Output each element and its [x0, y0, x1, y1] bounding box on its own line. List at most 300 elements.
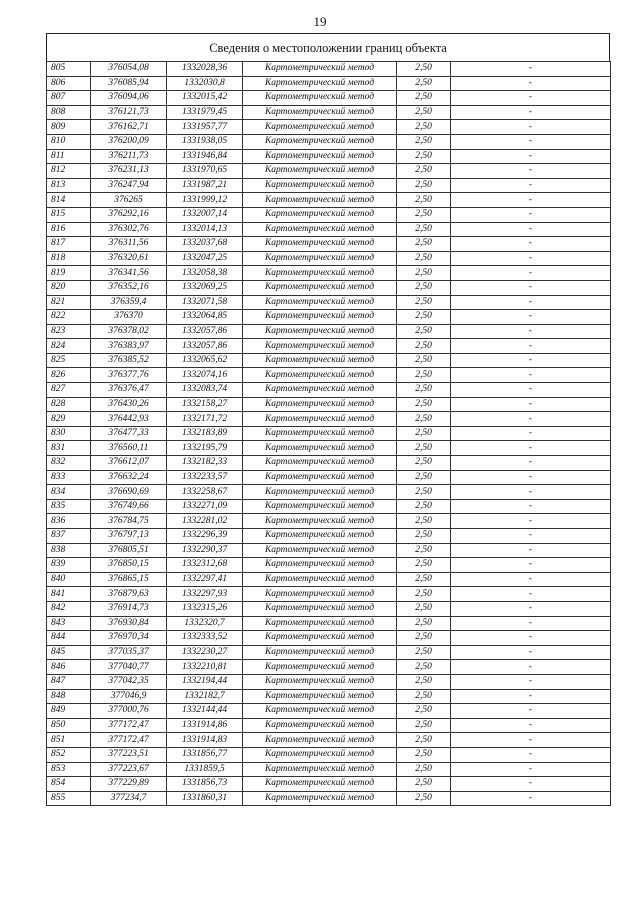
- description-cell: -: [451, 791, 611, 806]
- x-coordinate-cell: 376320,61: [91, 251, 167, 266]
- x-coordinate-cell: 376231,13: [91, 164, 167, 179]
- accuracy-cell: 2,50: [397, 237, 451, 252]
- point-number-cell: 806: [47, 76, 91, 91]
- accuracy-cell: 2,50: [397, 704, 451, 719]
- description-cell: -: [451, 193, 611, 208]
- description-cell: -: [451, 718, 611, 733]
- method-cell: Картометрический метод: [243, 266, 397, 281]
- description-cell: -: [451, 339, 611, 354]
- description-cell: -: [451, 368, 611, 383]
- accuracy-cell: 2,50: [397, 718, 451, 733]
- y-coordinate-cell: 1332057,86: [167, 324, 243, 339]
- y-coordinate-cell: 1332030,8: [167, 76, 243, 91]
- method-cell: Картометрический метод: [243, 689, 397, 704]
- point-number-cell: 819: [47, 266, 91, 281]
- table-row: [47, 164, 611, 179]
- point-number-cell: 854: [47, 777, 91, 792]
- x-coordinate-cell: 376200,09: [91, 134, 167, 149]
- point-number-cell: 824: [47, 339, 91, 354]
- description-cell: -: [451, 529, 611, 544]
- accuracy-cell: 2,50: [397, 164, 451, 179]
- table-row: [47, 237, 611, 252]
- accuracy-cell: 2,50: [397, 412, 451, 427]
- y-coordinate-cell: 1332194,44: [167, 674, 243, 689]
- x-coordinate-cell: 376162,71: [91, 120, 167, 135]
- description-cell: -: [451, 383, 611, 398]
- method-cell: Картометрический метод: [243, 456, 397, 471]
- accuracy-cell: 2,50: [397, 383, 451, 398]
- method-cell: Картометрический метод: [243, 324, 397, 339]
- accuracy-cell: 2,50: [397, 295, 451, 310]
- y-coordinate-cell: 1332071,58: [167, 295, 243, 310]
- method-cell: Картометрический метод: [243, 733, 397, 748]
- point-number-cell: 821: [47, 295, 91, 310]
- y-coordinate-cell: 1331946,84: [167, 149, 243, 164]
- method-cell: Картометрический метод: [243, 76, 397, 91]
- method-cell: Картометрический метод: [243, 383, 397, 398]
- description-cell: -: [451, 412, 611, 427]
- description-cell: -: [451, 558, 611, 573]
- accuracy-cell: 2,50: [397, 134, 451, 149]
- accuracy-cell: 2,50: [397, 339, 451, 354]
- x-coordinate-cell: 376370: [91, 310, 167, 325]
- accuracy-cell: 2,50: [397, 105, 451, 120]
- y-coordinate-cell: 1332230,27: [167, 645, 243, 660]
- description-cell: -: [451, 543, 611, 558]
- description-cell: -: [451, 149, 611, 164]
- y-coordinate-cell: 1332297,41: [167, 572, 243, 587]
- accuracy-cell: 2,50: [397, 456, 451, 471]
- point-number-cell: 848: [47, 689, 91, 704]
- x-coordinate-cell: 376914,73: [91, 601, 167, 616]
- table-row: [47, 543, 611, 558]
- y-coordinate-cell: 1332182,33: [167, 456, 243, 471]
- description-cell: -: [451, 222, 611, 237]
- table-title: Сведения о местоположении границ объекта: [46, 33, 610, 61]
- description-cell: -: [451, 76, 611, 91]
- accuracy-cell: 2,50: [397, 353, 451, 368]
- table-row: [47, 718, 611, 733]
- method-cell: Картометрический метод: [243, 222, 397, 237]
- description-cell: -: [451, 353, 611, 368]
- table-row: [47, 368, 611, 383]
- accuracy-cell: 2,50: [397, 470, 451, 485]
- description-cell: -: [451, 485, 611, 500]
- accuracy-cell: 2,50: [397, 499, 451, 514]
- y-coordinate-cell: 1331979,45: [167, 105, 243, 120]
- method-cell: Картометрический метод: [243, 441, 397, 456]
- table-row: [47, 76, 611, 91]
- description-cell: -: [451, 704, 611, 719]
- description-cell: -: [451, 295, 611, 310]
- accuracy-cell: 2,50: [397, 791, 451, 806]
- y-coordinate-cell: 1332258,67: [167, 485, 243, 500]
- point-number-cell: 828: [47, 397, 91, 412]
- description-cell: -: [451, 747, 611, 762]
- method-cell: Картометрический метод: [243, 149, 397, 164]
- accuracy-cell: 2,50: [397, 543, 451, 558]
- x-coordinate-cell: 376442,93: [91, 412, 167, 427]
- accuracy-cell: 2,50: [397, 193, 451, 208]
- x-coordinate-cell: 376352,16: [91, 280, 167, 295]
- y-coordinate-cell: 1331914,83: [167, 733, 243, 748]
- y-coordinate-cell: 1331957,77: [167, 120, 243, 135]
- x-coordinate-cell: 377234,7: [91, 791, 167, 806]
- x-coordinate-cell: 376359,4: [91, 295, 167, 310]
- y-coordinate-cell: 1332158,27: [167, 397, 243, 412]
- x-coordinate-cell: 377229,89: [91, 777, 167, 792]
- description-cell: -: [451, 266, 611, 281]
- x-coordinate-cell: 376632,24: [91, 470, 167, 485]
- table-row: [47, 791, 611, 806]
- point-number-cell: 814: [47, 193, 91, 208]
- table-row: [47, 470, 611, 485]
- y-coordinate-cell: 1332037,68: [167, 237, 243, 252]
- table-row: [47, 353, 611, 368]
- method-cell: Картометрический метод: [243, 587, 397, 602]
- accuracy-cell: 2,50: [397, 149, 451, 164]
- x-coordinate-cell: 376784,75: [91, 514, 167, 529]
- table-row: [47, 91, 611, 106]
- description-cell: -: [451, 105, 611, 120]
- x-coordinate-cell: 376612,07: [91, 456, 167, 471]
- method-cell: Картометрический метод: [243, 207, 397, 222]
- x-coordinate-cell: 377046,9: [91, 689, 167, 704]
- description-cell: -: [451, 587, 611, 602]
- method-cell: Картометрический метод: [243, 645, 397, 660]
- accuracy-cell: 2,50: [397, 558, 451, 573]
- table-row: [47, 689, 611, 704]
- description-cell: -: [451, 572, 611, 587]
- y-coordinate-cell: 1332064,85: [167, 310, 243, 325]
- page-number: 19: [313, 14, 327, 29]
- method-cell: Картометрический метод: [243, 718, 397, 733]
- table-row: [47, 514, 611, 529]
- coordinates-table-body: [47, 62, 611, 806]
- y-coordinate-cell: 1331856,73: [167, 777, 243, 792]
- x-coordinate-cell: 376377,76: [91, 368, 167, 383]
- accuracy-cell: 2,50: [397, 485, 451, 500]
- description-cell: -: [451, 324, 611, 339]
- accuracy-cell: 2,50: [397, 587, 451, 602]
- x-coordinate-cell: 376085,94: [91, 76, 167, 91]
- method-cell: Картометрический метод: [243, 660, 397, 675]
- table-row: [47, 529, 611, 544]
- y-coordinate-cell: 1332296,39: [167, 529, 243, 544]
- accuracy-cell: 2,50: [397, 76, 451, 91]
- description-cell: -: [451, 499, 611, 514]
- table-row: [47, 222, 611, 237]
- x-coordinate-cell: 377035,37: [91, 645, 167, 660]
- y-coordinate-cell: 1331914,86: [167, 718, 243, 733]
- point-number-cell: 820: [47, 280, 91, 295]
- x-coordinate-cell: 376749,66: [91, 499, 167, 514]
- table-row: [47, 251, 611, 266]
- x-coordinate-cell: 377000,76: [91, 704, 167, 719]
- x-coordinate-cell: 376376,47: [91, 383, 167, 398]
- description-cell: -: [451, 470, 611, 485]
- point-number-cell: 851: [47, 733, 91, 748]
- method-cell: Картометрический метод: [243, 310, 397, 325]
- description-cell: -: [451, 601, 611, 616]
- y-coordinate-cell: 1332183,89: [167, 426, 243, 441]
- description-cell: -: [451, 91, 611, 106]
- table-row: [47, 601, 611, 616]
- x-coordinate-cell: 376797,13: [91, 529, 167, 544]
- y-coordinate-cell: 1332315,26: [167, 601, 243, 616]
- description-cell: -: [451, 280, 611, 295]
- table-row: [47, 426, 611, 441]
- x-coordinate-cell: 376311,56: [91, 237, 167, 252]
- table-row: [47, 266, 611, 281]
- y-coordinate-cell: 1332007,14: [167, 207, 243, 222]
- x-coordinate-cell: 376121,73: [91, 105, 167, 120]
- x-coordinate-cell: 376292,16: [91, 207, 167, 222]
- point-number-cell: 811: [47, 149, 91, 164]
- y-coordinate-cell: 1332047,25: [167, 251, 243, 266]
- x-coordinate-cell: 376477,33: [91, 426, 167, 441]
- accuracy-cell: 2,50: [397, 762, 451, 777]
- accuracy-cell: 2,50: [397, 645, 451, 660]
- table-row: [47, 704, 611, 719]
- point-number-cell: 812: [47, 164, 91, 179]
- method-cell: Картометрический метод: [243, 747, 397, 762]
- accuracy-cell: 2,50: [397, 601, 451, 616]
- x-coordinate-cell: 376879,63: [91, 587, 167, 602]
- accuracy-cell: 2,50: [397, 207, 451, 222]
- method-cell: Картометрический метод: [243, 397, 397, 412]
- y-coordinate-cell: 1332210,81: [167, 660, 243, 675]
- method-cell: Картометрический метод: [243, 514, 397, 529]
- x-coordinate-cell: 376690,69: [91, 485, 167, 500]
- table-row: [47, 310, 611, 325]
- point-number-cell: 836: [47, 514, 91, 529]
- method-cell: Картометрический метод: [243, 295, 397, 310]
- point-number-cell: 852: [47, 747, 91, 762]
- accuracy-cell: 2,50: [397, 441, 451, 456]
- point-number-cell: 842: [47, 601, 91, 616]
- method-cell: Картометрический метод: [243, 62, 397, 77]
- y-coordinate-cell: 1332271,09: [167, 499, 243, 514]
- table-row: [47, 587, 611, 602]
- method-cell: Картометрический метод: [243, 105, 397, 120]
- accuracy-cell: 2,50: [397, 368, 451, 383]
- accuracy-cell: 2,50: [397, 310, 451, 325]
- coordinates-table: [46, 61, 611, 806]
- point-number-cell: 816: [47, 222, 91, 237]
- table-row: [47, 62, 611, 77]
- y-coordinate-cell: 1332290,37: [167, 543, 243, 558]
- point-number-cell: 853: [47, 762, 91, 777]
- y-coordinate-cell: 1332195,79: [167, 441, 243, 456]
- y-coordinate-cell: 1332058,38: [167, 266, 243, 281]
- description-cell: -: [451, 777, 611, 792]
- accuracy-cell: 2,50: [397, 777, 451, 792]
- point-number-cell: 840: [47, 572, 91, 587]
- method-cell: Картометрический метод: [243, 777, 397, 792]
- method-cell: Картометрический метод: [243, 631, 397, 646]
- accuracy-cell: 2,50: [397, 62, 451, 77]
- table-row: [47, 777, 611, 792]
- point-number-cell: 855: [47, 791, 91, 806]
- table-row: [47, 485, 611, 500]
- y-coordinate-cell: 1332069,25: [167, 280, 243, 295]
- x-coordinate-cell: 377042,35: [91, 674, 167, 689]
- description-cell: -: [451, 645, 611, 660]
- accuracy-cell: 2,50: [397, 397, 451, 412]
- y-coordinate-cell: 1331999,12: [167, 193, 243, 208]
- x-coordinate-cell: 376378,02: [91, 324, 167, 339]
- accuracy-cell: 2,50: [397, 120, 451, 135]
- description-cell: -: [451, 164, 611, 179]
- accuracy-cell: 2,50: [397, 631, 451, 646]
- y-coordinate-cell: 1332171,72: [167, 412, 243, 427]
- point-number-cell: 817: [47, 237, 91, 252]
- y-coordinate-cell: 1332320,7: [167, 616, 243, 631]
- accuracy-cell: 2,50: [397, 529, 451, 544]
- method-cell: Картометрический метод: [243, 529, 397, 544]
- description-cell: -: [451, 456, 611, 471]
- accuracy-cell: 2,50: [397, 733, 451, 748]
- table-row: [47, 456, 611, 471]
- table-row: [47, 149, 611, 164]
- accuracy-cell: 2,50: [397, 266, 451, 281]
- y-coordinate-cell: 1332065,62: [167, 353, 243, 368]
- method-cell: Картометрический метод: [243, 178, 397, 193]
- description-cell: -: [451, 689, 611, 704]
- y-coordinate-cell: 1332182,7: [167, 689, 243, 704]
- table-row: [47, 178, 611, 193]
- point-number-cell: 839: [47, 558, 91, 573]
- x-coordinate-cell: 376930,84: [91, 616, 167, 631]
- description-cell: -: [451, 660, 611, 675]
- x-coordinate-cell: 376094,06: [91, 91, 167, 106]
- point-number-cell: 844: [47, 631, 91, 646]
- table-row: [47, 280, 611, 295]
- x-coordinate-cell: 376265: [91, 193, 167, 208]
- table-row: [47, 324, 611, 339]
- table-row: [47, 674, 611, 689]
- x-coordinate-cell: 376850,15: [91, 558, 167, 573]
- method-cell: Картометрический метод: [243, 193, 397, 208]
- point-number-cell: 849: [47, 704, 91, 719]
- accuracy-cell: 2,50: [397, 689, 451, 704]
- point-number-cell: 813: [47, 178, 91, 193]
- method-cell: Картометрический метод: [243, 674, 397, 689]
- description-cell: -: [451, 441, 611, 456]
- point-number-cell: 843: [47, 616, 91, 631]
- y-coordinate-cell: 1332312,68: [167, 558, 243, 573]
- accuracy-cell: 2,50: [397, 616, 451, 631]
- description-cell: -: [451, 251, 611, 266]
- method-cell: Картометрический метод: [243, 470, 397, 485]
- method-cell: Картометрический метод: [243, 704, 397, 719]
- method-cell: Картометрический метод: [243, 134, 397, 149]
- table-row: [47, 397, 611, 412]
- accuracy-cell: 2,50: [397, 514, 451, 529]
- point-number-cell: 838: [47, 543, 91, 558]
- table-row: [47, 339, 611, 354]
- x-coordinate-cell: 376430,26: [91, 397, 167, 412]
- y-coordinate-cell: 1332015,42: [167, 91, 243, 106]
- point-number-cell: 808: [47, 105, 91, 120]
- accuracy-cell: 2,50: [397, 324, 451, 339]
- table-row: [47, 412, 611, 427]
- method-cell: Картометрический метод: [243, 791, 397, 806]
- method-cell: Картометрический метод: [243, 251, 397, 266]
- method-cell: Картометрический метод: [243, 543, 397, 558]
- accuracy-cell: 2,50: [397, 222, 451, 237]
- table-row: [47, 747, 611, 762]
- description-cell: -: [451, 207, 611, 222]
- accuracy-cell: 2,50: [397, 91, 451, 106]
- point-number-cell: 822: [47, 310, 91, 325]
- table-row: [47, 762, 611, 777]
- point-number-cell: 846: [47, 660, 91, 675]
- method-cell: Картометрический метод: [243, 412, 397, 427]
- point-number-cell: 826: [47, 368, 91, 383]
- y-coordinate-cell: 1332333,52: [167, 631, 243, 646]
- x-coordinate-cell: 376385,52: [91, 353, 167, 368]
- description-cell: -: [451, 674, 611, 689]
- x-coordinate-cell: 377040,77: [91, 660, 167, 675]
- x-coordinate-cell: 377172,47: [91, 718, 167, 733]
- point-number-cell: 818: [47, 251, 91, 266]
- y-coordinate-cell: 1332144,44: [167, 704, 243, 719]
- point-number-cell: 815: [47, 207, 91, 222]
- table-row: [47, 631, 611, 646]
- point-number-cell: 831: [47, 441, 91, 456]
- method-cell: Картометрический метод: [243, 762, 397, 777]
- x-coordinate-cell: 376383,97: [91, 339, 167, 354]
- boundary-table-sheet: [46, 33, 610, 806]
- method-cell: Картометрический метод: [243, 164, 397, 179]
- y-coordinate-cell: 1332233,57: [167, 470, 243, 485]
- x-coordinate-cell: 376341,56: [91, 266, 167, 281]
- y-coordinate-cell: 1332297,93: [167, 587, 243, 602]
- y-coordinate-cell: 1331860,31: [167, 791, 243, 806]
- x-coordinate-cell: 376560,11: [91, 441, 167, 456]
- y-coordinate-cell: 1331859,5: [167, 762, 243, 777]
- point-number-cell: 810: [47, 134, 91, 149]
- method-cell: Картометрический метод: [243, 572, 397, 587]
- table-row: [47, 120, 611, 135]
- accuracy-cell: 2,50: [397, 426, 451, 441]
- description-cell: -: [451, 62, 611, 77]
- point-number-cell: 834: [47, 485, 91, 500]
- accuracy-cell: 2,50: [397, 178, 451, 193]
- description-cell: -: [451, 310, 611, 325]
- y-coordinate-cell: 1332083,74: [167, 383, 243, 398]
- y-coordinate-cell: 1332074,16: [167, 368, 243, 383]
- y-coordinate-cell: 1332281,02: [167, 514, 243, 529]
- method-cell: Картометрический метод: [243, 120, 397, 135]
- accuracy-cell: 2,50: [397, 280, 451, 295]
- method-cell: Картометрический метод: [243, 339, 397, 354]
- table-row: [47, 558, 611, 573]
- method-cell: Картометрический метод: [243, 426, 397, 441]
- x-coordinate-cell: 376302,76: [91, 222, 167, 237]
- point-number-cell: 809: [47, 120, 91, 135]
- point-number-cell: 807: [47, 91, 91, 106]
- x-coordinate-cell: 376247,94: [91, 178, 167, 193]
- point-number-cell: 845: [47, 645, 91, 660]
- point-number-cell: 837: [47, 529, 91, 544]
- table-row: [47, 499, 611, 514]
- method-cell: Картометрический метод: [243, 558, 397, 573]
- method-cell: Картометрический метод: [243, 91, 397, 106]
- point-number-cell: 850: [47, 718, 91, 733]
